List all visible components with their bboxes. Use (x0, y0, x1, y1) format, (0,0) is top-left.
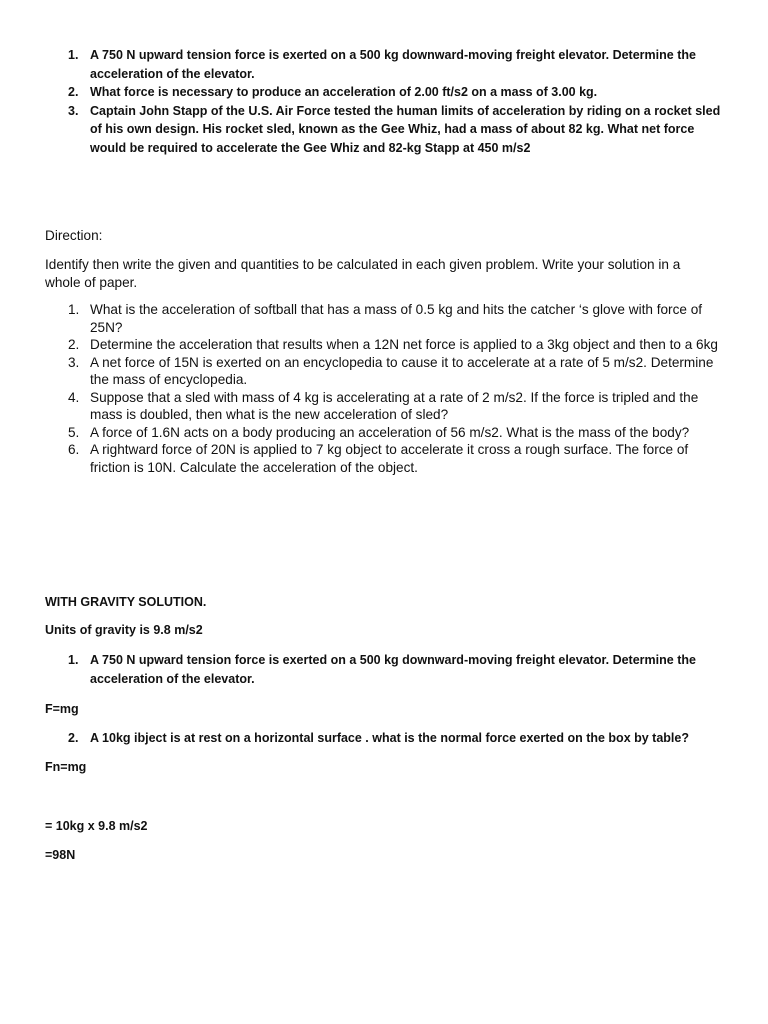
list-item: 3. Captain John Stapp of the U.S. Air Force tested the human limits of acceleration by riding on a rocket sled of his own design. His rocket sled, known as the Gee Whiz, had a mass of about 82 kg. What net force would be required to accelerate the Gee Whiz and 82-kg Stapp at 450 m/s2 (68, 103, 721, 155)
direction-problem-list (45, 301, 720, 476)
formula-f-mg: F=mg (45, 702, 79, 716)
list-item: 4. Suppose that a sled with mass of 4 kg is accelerating at a rate of 2 m/s2. If the force is tripled and the mass is doubled, then what is the new acceleration of sled? (68, 389, 699, 422)
list-item: 1. A 750 N upward tension force is exerted on a 500 kg downward-moving freight elevator. Determine the acceleration of the elevator. (68, 653, 696, 686)
gravity-units: Units of gravity is 9.8 m/s2 (45, 623, 203, 637)
gravity-problem-2 (45, 729, 725, 748)
gravity-problem-1 (45, 651, 725, 688)
list-item: 2. A 10kg ibject is at rest on a horizontal surface . what is the normal force exerted on the box by table? (68, 731, 689, 745)
list-item: 1. What is the acceleration of softball that has a mass of 0.5 kg and hits the catcher ‘s glove with force of 25N? (68, 302, 703, 335)
list-item: 1. A 750 N upward tension force is exerted on a 500 kg downward-moving freight elevator. Determine the acceleration of the elevator. (68, 48, 696, 81)
list-item: 2. Determine the acceleration that results when a 12N net force is applied to a 3kg object and then to a 6kg (68, 337, 718, 352)
list-item: 5. A force of 1.6N acts on a body producing an acceleration of 56 m/s2. What is the mass of the body? (68, 424, 690, 440)
direction-instruction: Identify then write the given and quantities to be calculated in each given problem. Write your solution in a whole of paper. (45, 257, 681, 290)
list-item: 6. A rightward force of 20N is applied to 7 kg object to accelerate it cross a rough surface. The force of friction is 10N. Calculate the acceleration of the object. (68, 442, 689, 475)
formula-fn-mg: Fn=mg (45, 760, 87, 774)
list-item: 2. What force is necessary to produce an acceleration of 2.00 ft/s2 on a mass of 3.00 kg. (68, 85, 598, 99)
direction-heading: Direction: (45, 228, 103, 243)
result-line: =98N (45, 848, 76, 862)
gravity-heading: WITH GRAVITY SOLUTION. (45, 595, 207, 609)
list-item: 3. A net force of 15N is exerted on an encyclopedia to cause it to accelerate at a rate of 5 m/s2. Determine the mass of encyclopedia. (68, 354, 714, 387)
calculation-line: = 10kg x 9.8 m/s2 (45, 819, 148, 833)
top-problem-list (45, 46, 725, 157)
